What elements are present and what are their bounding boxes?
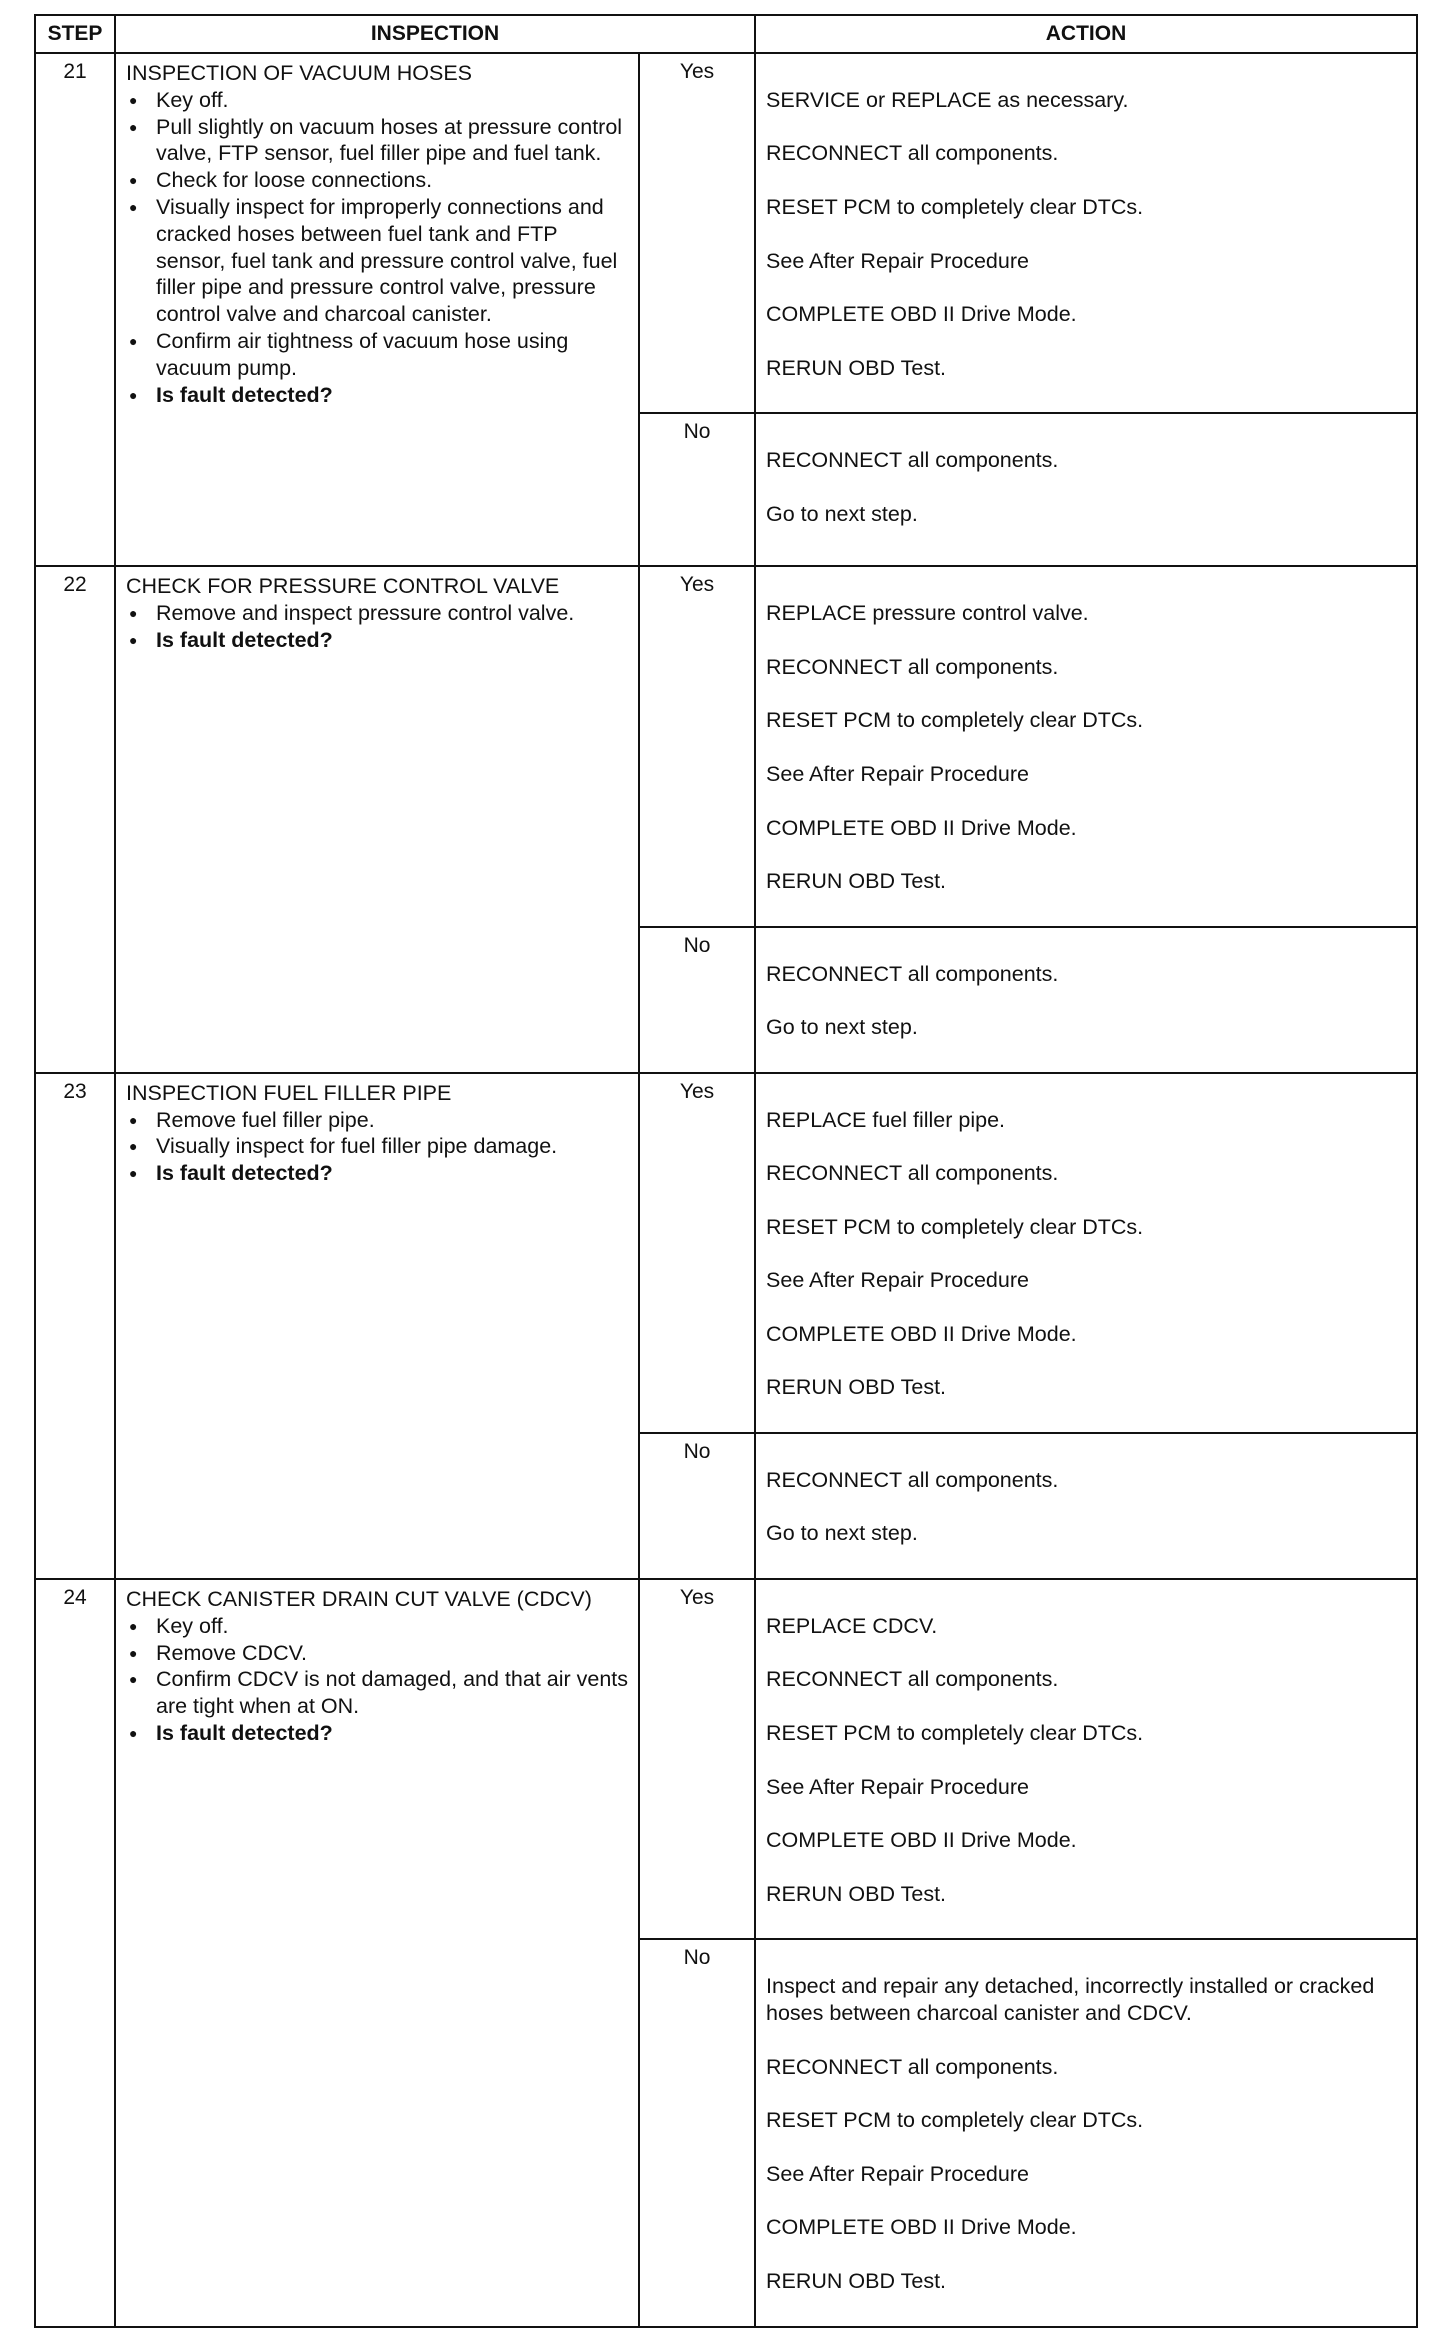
action-line: COMPLETE OBD II Drive Mode.: [766, 302, 1077, 327]
action-line: RERUN OBD Test.: [766, 1375, 947, 1400]
step-23: [35, 1073, 1417, 1579]
step-number: 23: [35, 1073, 115, 1579]
action-yes: [755, 566, 1417, 926]
inspection-question: ● Is fault detected?: [126, 627, 630, 654]
step-row-yes: [35, 1579, 1417, 1939]
header-action: ACTION: [755, 15, 1417, 53]
action-yes: [755, 1579, 1417, 1939]
inspection-title: CHECK CANISTER DRAIN CUT VALVE (CDCV): [126, 1587, 592, 1612]
action-line: RESET PCM to completely clear DTCs.: [766, 708, 1144, 733]
inspection-list: [126, 600, 630, 654]
inspection-bullet: ● Key off.: [126, 87, 630, 114]
inspection-title: INSPECTION FUEL FILLER PIPE: [126, 1080, 452, 1105]
inspection-title: INSPECTION OF VACUUM HOSES: [126, 61, 473, 85]
header-step: STEP: [35, 15, 115, 53]
action-line: RECONNECT all components.: [766, 141, 1059, 166]
inspection-question: ● Is fault detected?: [126, 1720, 630, 1747]
action-line: RERUN OBD Test.: [766, 869, 947, 894]
action-yes: [755, 1073, 1417, 1433]
action-yes: [755, 53, 1417, 413]
action-line: REPLACE fuel filler pipe.: [766, 1107, 1006, 1132]
inspection-list: [126, 1613, 630, 1747]
action-no: [755, 927, 1417, 1073]
action-line: RERUN OBD Test.: [766, 355, 947, 380]
inspection-cell: [115, 1073, 639, 1579]
step-number: 24: [35, 1579, 115, 2327]
inspection-bullet: ● Visually inspect for fuel filler pipe damage.: [126, 1133, 630, 1160]
header-row: [35, 15, 1417, 53]
step-row-yes: [35, 566, 1417, 926]
action-line: REPLACE pressure control valve.: [766, 601, 1089, 626]
inspection-bullet: ● Visually inspect for improperly connections and cracked hoses between fuel tank and FTP sensor, fuel tank and pressure control valve, fuel filler pipe and pressure control valve, pressure control valve and charcoal canister.: [126, 194, 630, 328]
action-line: RECONNECT all components.: [766, 961, 1059, 986]
action-line: RECONNECT all components.: [766, 1161, 1059, 1186]
answer-yes: Yes: [639, 1073, 755, 1433]
inspection-title: CHECK FOR PRESSURE CONTROL VALVE: [126, 574, 560, 599]
action-line: Go to next step.: [766, 1015, 918, 1040]
action-line: RESET PCM to completely clear DTCs.: [766, 1214, 1144, 1239]
action-line: COMPLETE OBD II Drive Mode.: [766, 815, 1077, 840]
action-line: RESET PCM to completely clear DTCs.: [766, 194, 1144, 219]
inspection-bullet: ● Confirm air tightness of vacuum hose using vacuum pump.: [126, 328, 630, 382]
action-line: RECONNECT all components.: [766, 2054, 1059, 2079]
answer-yes: Yes: [639, 53, 755, 413]
step-22: [35, 566, 1417, 1072]
inspection-question: ● Is fault detected?: [126, 1160, 630, 1187]
action-line: COMPLETE OBD II Drive Mode.: [766, 1321, 1077, 1346]
step-21: [35, 53, 1417, 566]
diagnostic-table: [34, 14, 1418, 2328]
action-line: COMPLETE OBD II Drive Mode.: [766, 1828, 1077, 1853]
action-line: RECONNECT all components.: [766, 448, 1059, 473]
action-line: SERVICE or REPLACE as necessary.: [766, 87, 1129, 112]
inspection-list: [126, 87, 630, 409]
answer-yes: Yes: [639, 1579, 755, 1939]
action-line: RESET PCM to completely clear DTCs.: [766, 1721, 1144, 1746]
step-row-yes: [35, 1073, 1417, 1433]
answer-no: No: [639, 413, 755, 566]
action-line: COMPLETE OBD II Drive Mode.: [766, 2215, 1077, 2240]
action-no: [755, 1939, 1417, 2326]
action-line: Inspect and repair any detached, incorrectly installed or cracked hoses between charcoal canister and CDCV.: [766, 1974, 1375, 2025]
action-line: See After Repair Procedure: [766, 761, 1029, 786]
action-line: See After Repair Procedure: [766, 1774, 1029, 1799]
action-line: RECONNECT all components.: [766, 1667, 1059, 1692]
header-inspection: INSPECTION: [115, 15, 755, 53]
action-line: Go to next step.: [766, 1521, 918, 1546]
action-line: REPLACE CDCV.: [766, 1613, 938, 1638]
step-number: 22: [35, 566, 115, 1072]
action-line: See After Repair Procedure: [766, 1268, 1029, 1293]
inspection-bullet: ● Confirm CDCV is not damaged, and that air vents are tight when at ON.: [126, 1666, 630, 1720]
inspection-bullet: ● Remove CDCV.: [126, 1640, 630, 1667]
action-no: [755, 1433, 1417, 1579]
action-line: RERUN OBD Test.: [766, 2268, 947, 2293]
inspection-cell: [115, 566, 639, 1072]
action-line: RERUN OBD Test.: [766, 1881, 947, 1906]
action-line: See After Repair Procedure: [766, 2161, 1029, 2186]
action-line: Go to next step.: [766, 501, 918, 526]
action-line: RECONNECT all components.: [766, 1467, 1059, 1492]
answer-no: No: [639, 1433, 755, 1579]
inspection-question: ● Is fault detected?: [126, 382, 630, 409]
step-24: [35, 1579, 1417, 2327]
action-line: RESET PCM to completely clear DTCs.: [766, 2108, 1144, 2133]
action-line: RECONNECT all components.: [766, 654, 1059, 679]
step-row-yes: [35, 53, 1417, 413]
inspection-cell: [115, 1579, 639, 2327]
answer-no: No: [639, 1939, 755, 2326]
inspection-bullet: ● Remove and inspect pressure control valve.: [126, 600, 630, 627]
inspection-cell: [115, 53, 639, 566]
action-no: [755, 413, 1417, 566]
inspection-bullet: ● Check for loose connections.: [126, 167, 630, 194]
answer-no: No: [639, 927, 755, 1073]
inspection-bullet: ● Key off.: [126, 1613, 630, 1640]
inspection-list: [126, 1107, 630, 1187]
inspection-bullet: ● Pull slightly on vacuum hoses at pressure control valve, FTP sensor, fuel filler pipe and fuel tank.: [126, 114, 630, 168]
inspection-bullet: ● Remove fuel filler pipe.: [126, 1107, 630, 1134]
step-number: 21: [35, 53, 115, 566]
answer-yes: Yes: [639, 566, 755, 926]
action-line: See After Repair Procedure: [766, 248, 1029, 273]
